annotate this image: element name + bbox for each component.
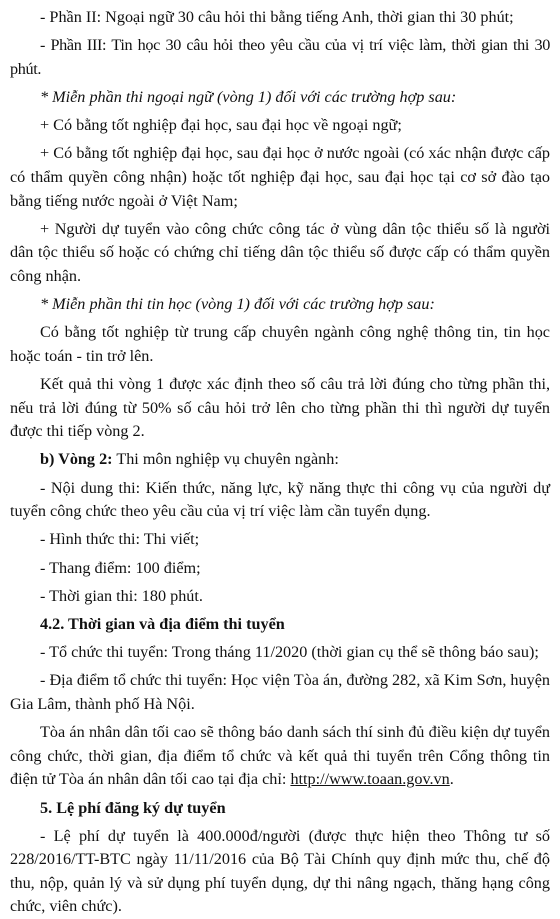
exemption-item-1: + Có bằng tốt nghiệp đại học, sau đại học về ngoại ngữ; (40, 116, 402, 135)
round2-text: Thi môn nghiệp vụ chuyên ngành: (112, 450, 339, 469)
part-2-line: - Phần II: Ngoại ngữ 30 câu hỏi thi bằng tiếng Anh, thời gian thi 30 phút; (40, 8, 514, 26)
exam-location-line: - Địa điểm tổ chức thi tuyển: Học viện Tòa án, đường 282, xã Kim Sơn, huyện Gia Lâm, thành phố Hà Nội. (10, 671, 550, 713)
round2-line (10, 448, 550, 472)
exemption-item-3: + Người dự tuyển vào công chức công tác ở vùng dân tộc thiểu số là người dân tộc thiểu số hoặc có chứng chỉ tiếng dân tộc thiểu số được cấp có thẩm quyền công nhận. (10, 219, 550, 285)
section-4-2-heading: 4.2. Thời gian và địa điểm thi tuyển (40, 614, 285, 633)
foreign-language-exemption-heading: * Miễn phần thi ngoại ngữ (vòng 1) đối với các trường hợp sau: (40, 87, 457, 106)
exemption-item-2: + Có bằng tốt nghiệp đại học, sau đại học ở nước ngoài (có xác nhận được cấp có thẩm quyền công nhận) hoặc tốt nghiệp đại học, sau đại học tại cơ sở đào tạo bằng tiếng nước ngoài ở Việt Nam; (10, 144, 550, 210)
round2-heading: b) Vòng 2: (40, 450, 113, 469)
section-5-heading: 5. Lệ phí đăng ký dự tuyển (40, 798, 226, 817)
round2-content: - Nội dung thi: Kiến thức, năng lực, kỹ năng thực thi công vụ của người dự tuyển công chức theo yêu cầu của vị trí việc làm cần tuyển dụng. (10, 478, 550, 521)
it-exemption-text: Có bằng tốt nghiệp từ trung cấp chuyên ngành công nghệ thông tin, tin học hoặc toán - tin trở lên. (10, 323, 550, 365)
round1-result-text: Kết quả thi vòng 1 được xác định theo số câu trả lời đúng cho từng phần thi, nếu trả lời đúng từ 50% số câu hỏi trở lên cho từng phần thi thì người dự tuyển được thi tiếp vòng 2. (10, 375, 550, 441)
fee-paragraph: - Lệ phí dự tuyển là 400.000đ/người (được thực hiện theo Thông tư số 228/2016/TT-BTC ngày 11/11/2016 của Bộ Tài Chính quy định mức thu, chế độ thu, nộp, quản lý và sử dụng phí tuyển dụng, dự thi nâng ngạch, thăng hạng công chức, viên chức). (10, 826, 550, 916)
notice-paragraph (10, 721, 550, 792)
notice-text: Tòa án nhân dân tối cao sẽ thông báo danh sách thí sinh đủ điều kiện dự tuyển công chức, thời gian, địa điểm tổ chức và kết quả thi tuyển trên Cổng thông tin điện tử Tòa án nhân dân tối cao tại địa chỉ: (10, 723, 550, 789)
exam-time-line: - Tổ chức thi tuyển: Trong tháng 11/2020 (thời gian cụ thể sẽ thông báo sau); (40, 643, 539, 662)
part-3-line: - Phần III: Tin học 30 câu hỏi theo yêu cầu của vị trí việc làm, thời gian thi 30 phút. (10, 36, 550, 78)
it-exemption-heading: * Miễn phần thi tin học (vòng 1) đối với các trường hợp sau: (40, 295, 435, 314)
round2-format: - Hình thức thi: Thi viết; (40, 530, 200, 549)
notice-end: . (449, 770, 454, 789)
round2-duration: - Thời gian thi: 180 phút. (40, 586, 203, 605)
round2-score: - Thang điểm: 100 điểm; (40, 558, 201, 577)
website-link[interactable]: http://www.toaan.gov.vn (290, 770, 450, 789)
